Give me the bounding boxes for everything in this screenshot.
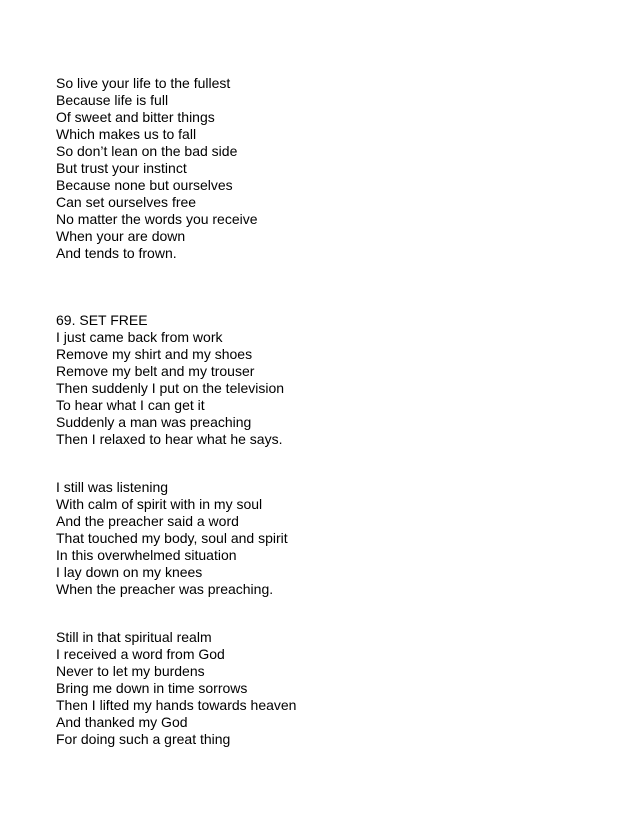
- poem-line: No matter the words you receive: [56, 211, 258, 227]
- poem-stanza: [56, 629, 296, 748]
- poem-line: To hear what I can get it: [56, 397, 205, 413]
- poem-stanza: [56, 75, 258, 262]
- poem-line: Remove my shirt and my shoes: [56, 346, 253, 362]
- poem-line: Suddenly a man was preaching: [56, 414, 252, 430]
- poem-line: And thanked my God: [56, 714, 188, 730]
- poem-line: Then suddenly I put on the television: [56, 380, 285, 396]
- poem-line: I lay down on my knees: [56, 564, 203, 580]
- poem-line: That touched my body, soul and spirit: [56, 530, 288, 546]
- poem-title: 69. SET FREE: [56, 312, 148, 328]
- poem-line: Because life is full: [56, 92, 169, 108]
- poem-line: Then I relaxed to hear what he says.: [56, 431, 283, 447]
- poem-line: Can set ourselves free: [56, 194, 197, 210]
- poem-line: With calm of spirit with in my soul: [56, 496, 263, 512]
- poem-line: Still in that spiritual realm: [56, 629, 212, 645]
- poem-line: I still was listening: [56, 479, 169, 495]
- poem-line: Then I lifted my hands towards heaven: [56, 697, 297, 713]
- poem-line: For doing such a great thing: [56, 731, 231, 747]
- poem-line: When the preacher was preaching.: [56, 581, 274, 597]
- poem-line: Which makes us to fall: [56, 126, 197, 142]
- poem-line: Bring me down in time sorrows: [56, 680, 248, 696]
- poem-line: Never to let my burdens: [56, 663, 205, 679]
- poem-line: Of sweet and bitter things: [56, 109, 215, 125]
- poem-line: But trust your instinct: [56, 160, 187, 176]
- poem-stanza: [56, 312, 284, 448]
- poem-line: I received a word from God: [56, 646, 225, 662]
- poem-line: And tends to frown.: [56, 245, 177, 261]
- poem-line: So live your life to the fullest: [56, 75, 231, 91]
- poem-line: And the preacher said a word: [56, 513, 239, 529]
- poem-line: In this overwhelmed situation: [56, 547, 237, 563]
- poem-line: Remove my belt and my trouser: [56, 363, 255, 379]
- poem-line: Because none but ourselves: [56, 177, 233, 193]
- poem-line: When your are down: [56, 228, 186, 244]
- poem-line: I just came back from work: [56, 329, 223, 345]
- poem-line: So don’t lean on the bad side: [56, 143, 238, 159]
- poem-stanza: [56, 479, 288, 598]
